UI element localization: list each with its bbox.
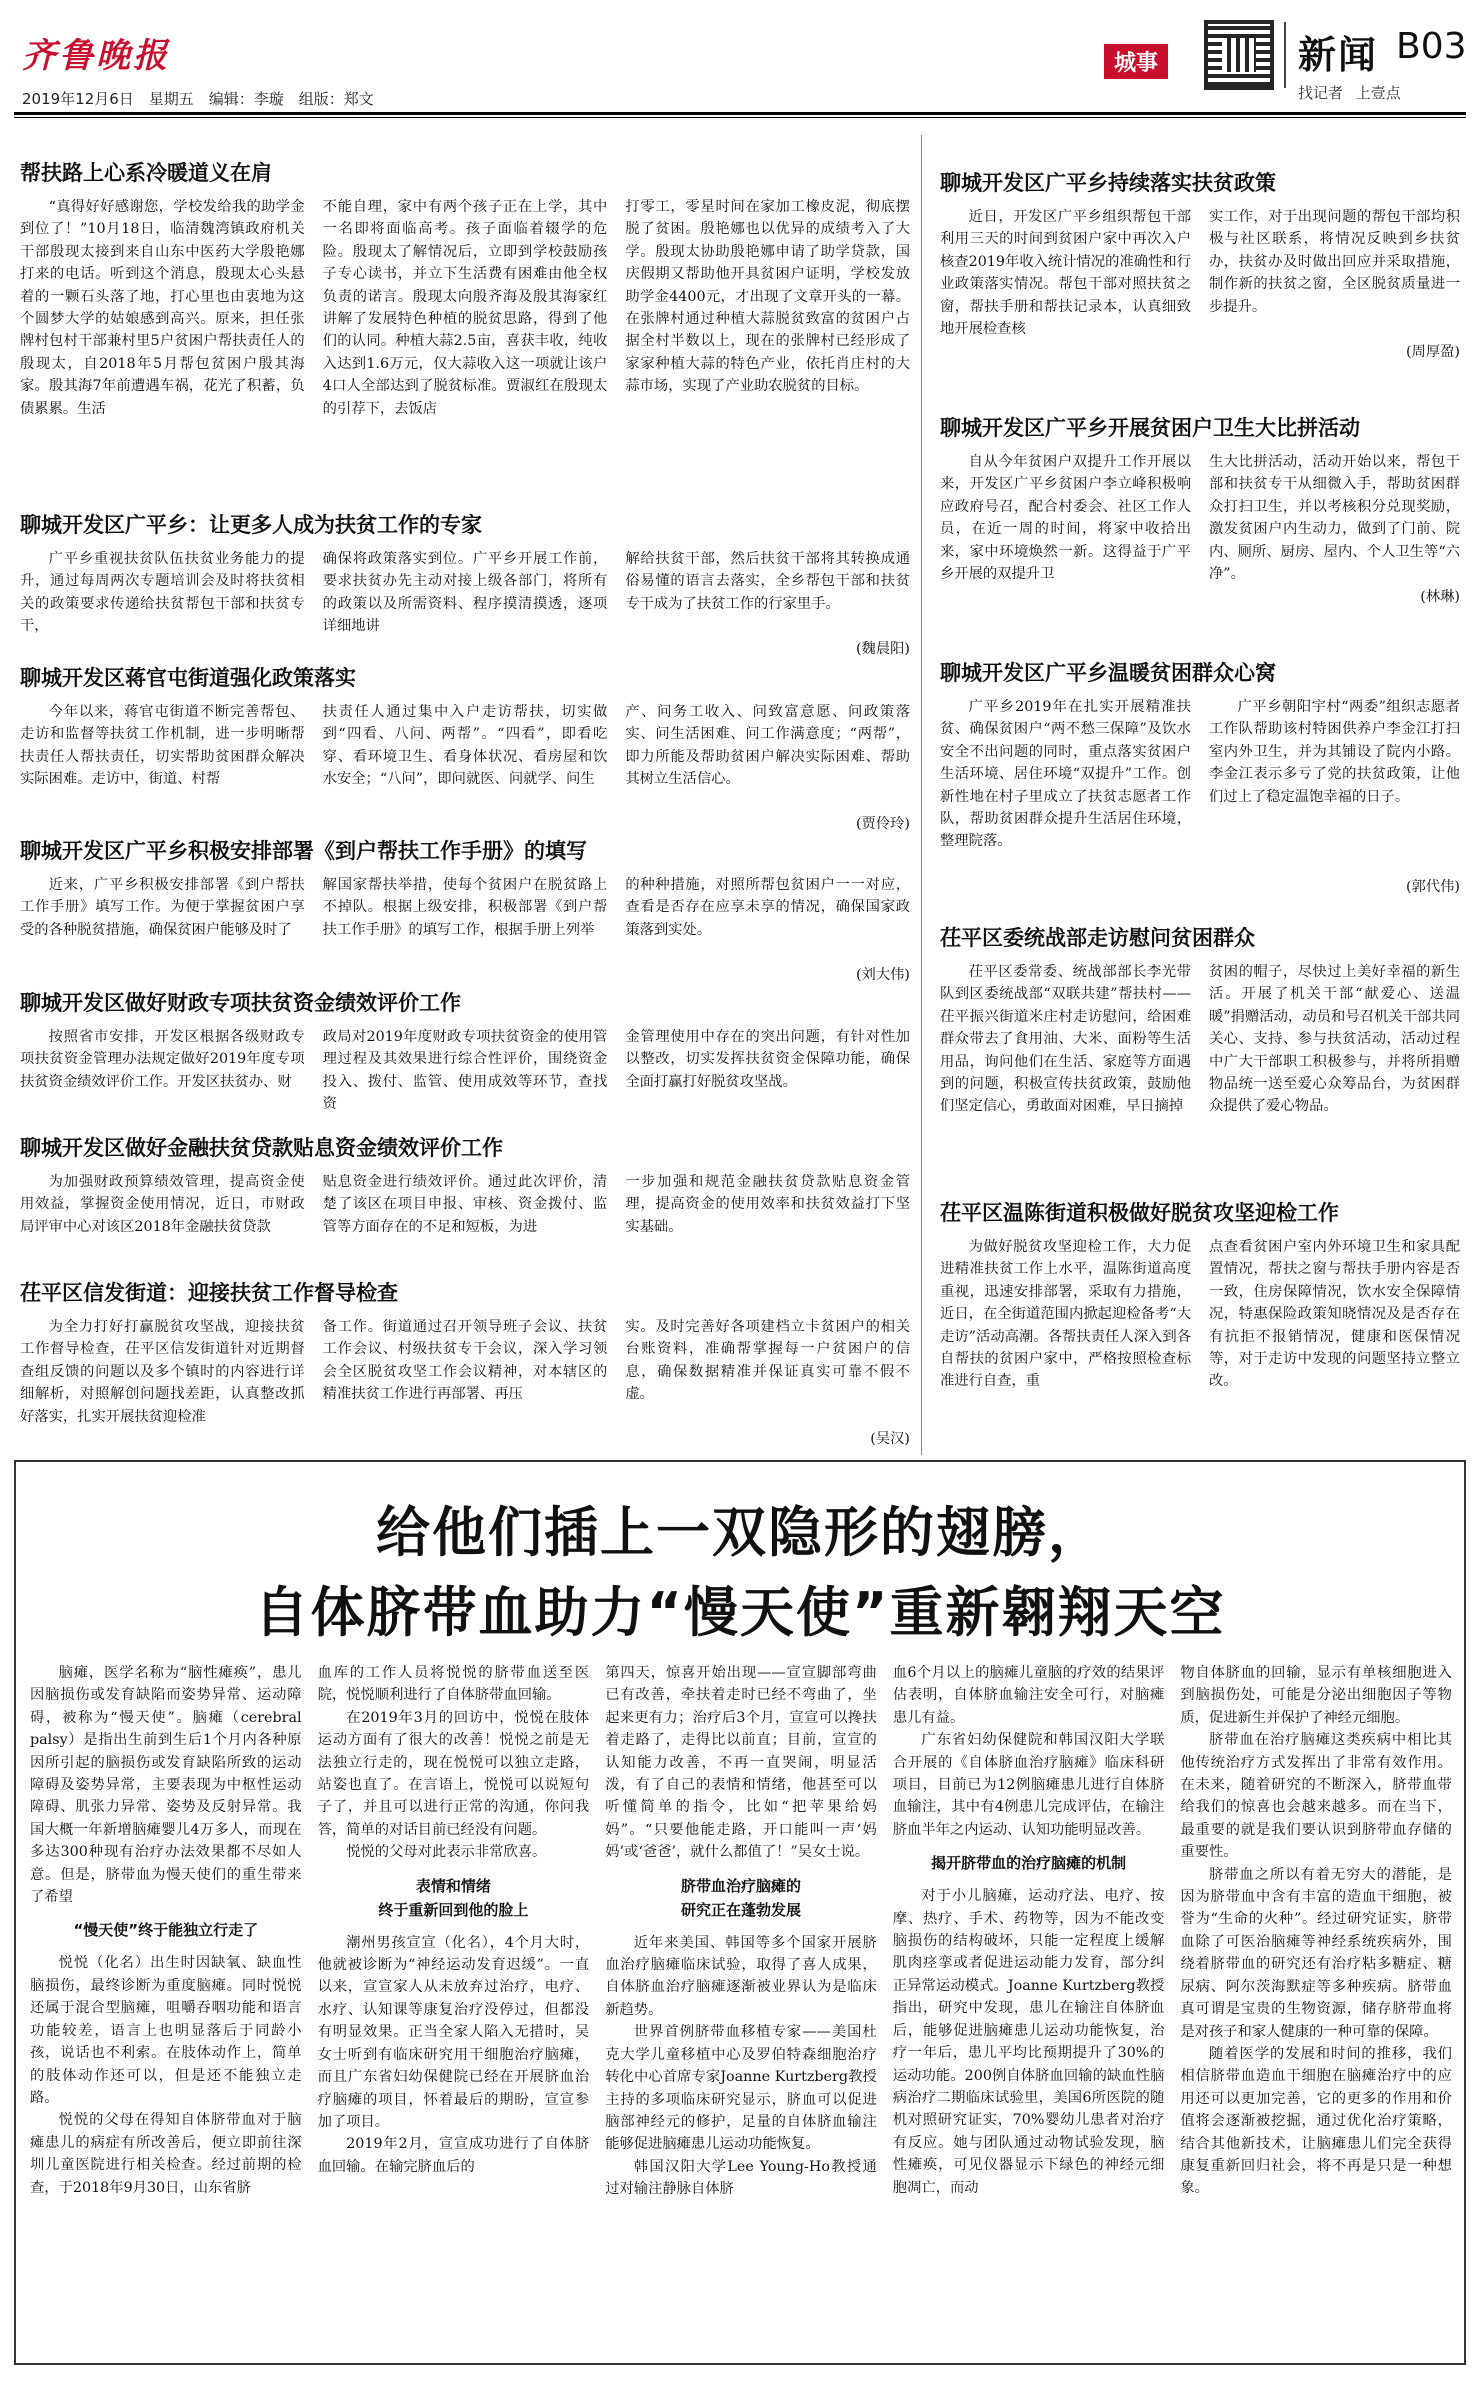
feature-text: 血6个月以上的脑瘫儿童脑的疗效的结果评估表明，自体脐血输注安全可行，对脑瘫患儿有益。 (892, 1665, 1165, 1726)
feature-text: 世界首例脐带血移植专家——美国杜克大学儿童移植中心及罗伯特森细胞治疗转化中心首席专家Joanne Kurtzberg教授主持的多项临床研究显示，脐血可以促进脑部神经元的修护，足量的自体脐血输注能够促进脑瘫患儿运动功能恢复。 (605, 2024, 877, 2153)
article-title: 聊城开发区广平乡持续落实扶贫政策 (940, 171, 1276, 195)
qr-code-icon (1204, 20, 1274, 90)
article-text: 自从今年贫困户双提升工作开展以来，开发区广平乡贫困户李立峰积极响应政府号召，配合村委会、社区工作人员，在近一周的时间，将家中收拾出来，家中环境焕然一新。这得益于广平乡开展的双提升卫 (940, 454, 1191, 583)
article-5 (20, 990, 910, 1116)
feature-column-1 (30, 1662, 302, 2352)
article-text: 扶责任人通过集中入户走访帮扶，切实做到“四看、八问、两帮”。“四看”，即看吃穿、看环境卫生、看身体状况、看房屋和饮水安全；“八问”，即问就医、问就学、问生 (322, 704, 608, 788)
article-3 (20, 665, 910, 833)
article-11 (940, 925, 1460, 1186)
feature-text: 随着医学的发展和时间的推移，我们相信脐带血造血干细胞在脑瘫治疗中的应用还可以更加完善，它的更多的作用和价值将会逐渐被挖掘，通过优化治疗策略，结合其他新技术，让脑瘫患儿们完全获得康复重新回归社会，将不再是只是一种想象。 (1180, 2045, 1452, 2197)
feature-subhead: 表情和情绪 (415, 1876, 491, 1895)
article-text: 不能自理，家中有两个孩子正在上学，其中一名即将面临高考。孩子面临着辍学的危险。殷现太了解情况后，立即到学校鼓励孩子专心读书，并立下生活费有困难由他全权负责的诺言。殷现太向殷齐海及殷其海家红讲解了发展特色种植的脱贫思路，得到了他们的认同。种植大蒜2.5亩，喜获丰收，纯收入达到1.6万元，仅大蒜收入这一项就让该户4口人全部达到了脱贫标准。贾淑红在殷现太的引荐下，去饭店 (322, 199, 608, 417)
feature-text: 悦悦（化名）出生时因缺氧、缺血性脑损伤，最终诊断为重度脑瘫。同时悦悦还属于混合型脑瘫，咀嚼吞咽功能和语言功能较差，语言上也明显落后于同龄小孩，说话也不利索。在肢体动作上，简单的肢体动作还可以，但是还不能独立走路。 (30, 1955, 302, 2106)
byline: (林琳) (1420, 589, 1460, 605)
feature-text: 脐带血在治疗脑瘫这类疾病中相比其他传统治疗方式发挥出了非常有效作用。在未来，随着研究的不断深入，脐带血带给我们的惊喜也会越来越多。而在当下，最重要的就是我们要认识到脐带血存储的重要性。 (1180, 1732, 1452, 1861)
feature-text: 2019年2月，宣宣成功进行了自体脐血回输。在输完脐血后的 (317, 2136, 590, 2175)
feature-text: 脐带血之所以有着无穷大的潜能，是因为脐带血中含有丰富的造血干细胞，被誉为“生命的火种”。经过研究证实，脐带血除了可医治脑瘫等神经系统疾病外，围绕着脐带血的研究还有治疗粘多糖症、糖尿病、阿尔茨海默症等多种疾病。脐带血真可谓是宝贵的生物资源，储存脐带血将是对孩子和家人健康的一种可靠的保障。 (1180, 1866, 1452, 2040)
article-text: 解给扶贫干部，然后扶贫干部将其转换成通俗易懂的语言去落实，全乡帮包干部和扶贫专干成为了扶贫工作的行家里手。 (625, 551, 911, 612)
feature-text: 潮州男孩宣宣（化名），4个月大时，他就被诊断为“神经运动发育迟缓”。一直以来，宣宣家人从未放弃过治疗，电疗、水疗、认知课等康复治疗没停过，但都没有明显效果。正当全家人陷入无措时，吴女士听到有临床研究用干细胞治疗脑瘫，而且广东省妇幼保健院已经在开展脐血治疗脑瘫的项目，怀着最后的期盼，宣宣参加了项目。 (317, 1934, 590, 2130)
article-title: 聊城开发区做好金融扶贫贷款贴息资金绩效评价工作 (20, 1136, 503, 1160)
article-2 (20, 512, 910, 658)
article-7 (20, 1280, 910, 1448)
column-divider (921, 135, 922, 1455)
article-4 (20, 838, 910, 984)
article-text: 贫困的帽子，尽快过上美好幸福的新生活。开展了机关干部“献爱心、送温暖”捐赠活动，动员和号召机关干部共同关心、支持、参与扶贫活动，活动过程中广大干部职工积极参与，并将所捐赠物品统一送至爱心众筹品台，为贫困群众提供了爱心物品。 (1209, 964, 1460, 1115)
article-text: 广平乡朝阳宇村“两委”组织志愿者工作队帮助该村特困供养户李金江打扫室内外卫生，并为其铺设了院内小路。李金江表示多亏了党的扶贫政策，让他们过上了稳定温饱幸福的日子。 (1209, 699, 1460, 805)
article-title: 聊城开发区广平乡开展贫困户卫生大比拼活动 (940, 416, 1360, 440)
feature-text: 血库的工作人员将悦悦的脐带血送至医院，悦悦顺利进行了自体脐带血回输。 (317, 1665, 590, 1704)
feature-text: 在2019年3月的回访中，悦悦在肢体运动方面有了很大的改善！悦悦之前是无法独立行走的，现在悦悦可以独立走路，站姿也直了。在言语上，悦悦可以说短句子了，并且可以进行正常的沟通，你问我答，简单的对话目前已经没有问题。 (317, 1709, 590, 1838)
article-title: 茌平区温陈街道积极做好脱贫攻坚迎检工作 (940, 1201, 1339, 1225)
article-text: 金管理使用中存在的突出问题，有针对性加以整改，切实发挥扶贫资金保障功能，确保全面打赢打好脱贫攻坚战。 (625, 1029, 911, 1090)
article-9 (940, 415, 1460, 606)
article-text: 贴息资金进行绩效评价。通过此次评价，清楚了该区在项目申报、审核、资金拨付、监管等方面存在的不足和短板，为进 (322, 1174, 608, 1235)
newspaper-logo: 齐鲁晚报 (22, 36, 170, 76)
article-title: 聊城开发区做好财政专项扶贫资金绩效评价工作 (20, 991, 461, 1015)
article-text: 备工作。街道通过召开领导班子会议、扶贫工作会议、村级扶贫专干会议，深入学习领会全区脱贫攻坚工作会议精神，对本辖区的精准扶贫工作进行再部署、再压 (322, 1319, 608, 1403)
feature-subhead: 终于重新回到他的脸上 (378, 1900, 529, 1919)
article-text: 实。及时完善好各项建档立卡贫困户的相关台账资料，准确帮掌握每一户贫困户的信息，确保数据精准并保证真实可靠不假不虚。 (625, 1319, 911, 1403)
dateline: 2019年12月6日 星期五 编辑：李璇 组版：郑文 (22, 90, 374, 108)
page-number: B03 (1396, 26, 1467, 67)
article-text: 实工作，对于出现问题的帮包干部均积极与社区联系，将情况反映到乡扶贫办，扶贫办及时做出回应并采取措施，制作新的扶贫之窗，全区脱贫质量进一步提升。 (1209, 209, 1460, 315)
article-text: 广平乡重视扶贫队伍扶贫业务能力的提升，通过每周两次专题培训会及时将扶贫相关的政策要求传递给扶贫帮包干部和扶贫专干， (20, 551, 305, 635)
article-text: 近来，广平乡积极安排部署《到户帮扶工作手册》填写工作。为便于掌握贫困户享受的各种脱贫措施，确保贫困户能够及时了 (20, 877, 305, 938)
byline: (魏晨阳) (855, 641, 910, 657)
article-6 (20, 1135, 910, 1261)
article-text: 为加强财政预算绩效管理，提高资金使用效益，掌握资金使用情况，近日，市财政局评审中心对该区2018年金融扶贫贷款 (20, 1174, 305, 1235)
section-name: 新闻 (1298, 33, 1379, 77)
feature-text: 广东省妇幼保健院和韩国汉阳大学联合开展的《自体脐血治疗脑瘫》临床科研项目，目前已为12例脑瘫患儿进行自体脐血输注，其中有4例患儿完成评估，在输注脐血半年之内运动、认知功能明显改善。 (892, 1732, 1165, 1838)
article-title: 聊城开发区蒋官屯街道强化政策落实 (20, 666, 356, 690)
article-text: 打零工，零星时间在家加工橡皮泥，彻底摆脱了贫困。殷艳娜也以优异的成绩考入了大学。殷现太协助殷艳娜申请了助学贷款，国庆假期又帮助他开具贫困户证明，学校发放助学金4400元，才出现了文章开头的一幕。在张牌村通过种植大蒜脱贫致富的贫困户占据全村半数以上，现在的张牌村已经形成了家家种植大蒜的特色产业，依托肖庄村的大蒜市场，实现了产业助农脱贫的目标。 (625, 199, 911, 395)
article-text: 一步加强和规范金融扶贫贷款贴息资金管理，提高资金的使用效率和扶贫效益打下坚实基础。 (625, 1174, 911, 1235)
article-text: 政局对2019年度财政专项扶贫资金的使用管理过程及其效果进行综合性评价，围绕资金投入、拨付、监管、使用成效等环节，查找资 (322, 1029, 608, 1113)
masthead-rule (14, 112, 1466, 115)
article-text: 茌平区委常委、统战部部长李光带队到区委统战部“双联共建”帮扶村——茌平振兴街道米庄村走访慰问，给困难群众带去了食用油、大米、面粉等生活用品，询问他们在生活、家庭等方面遇到的问题，积极宣传扶贫政策，鼓励他们坚定信心，勇敢面对困难，早日摘掉 (940, 964, 1191, 1115)
masthead (14, 8, 1466, 108)
feature-subhead: 脐带血治疗脑瘫的 (680, 1876, 801, 1895)
feature-text: 对于小儿脑瘫，运动疗法、电疗、按摩、热疗、手术、药物等，因为不能改变脑损伤的结构破坏，只能一定程度上缓解肌肉痉挛或者促进运动能力发育，部分纠正异常运动模式。Joanne Kurtzberg教授指出，研究中发现，患儿在输注自体脐血后，能够促进脑瘫患儿运动功能恢复，治疗一年后，患儿平均比预期提升了30%的运动功能。200例自体脐血回输的缺血性脑病治疗二期临床试验里，美国6所医院的随机对照研究证实，70%婴幼儿患者对治疗有反应。她与团队通过动物试验发现，脑性瘫痪，可见仪器显示下绿色的神经元细胞凋亡，而动 (892, 1888, 1165, 2196)
feature-text: 物自体脐血的回输，显示有单核细胞进入到脑损伤处，可能是分泌出细胞因子等物质，促进新生并保护了神经元细胞。 (1180, 1665, 1452, 1726)
article-title: 聊城开发区广平乡积极安排部署《到户帮扶工作手册》的填写 (20, 839, 587, 863)
article-title: 聊城开发区广平乡：让更多人成为扶贫工作的专家 (20, 513, 482, 537)
article-title: 帮扶路上心系冷暖道义在肩 (20, 161, 272, 185)
article-text: 为做好脱贫攻坚迎检工作，大力促进精准扶贫工作上水平，温陈街道高度重视，迅速安排部署，采取有力措施，近日，在全街道范围内掀起迎检备考“大走访”活动高潮。各帮扶责任人深入到各自帮扶的贫困户家中，严格按照检查标准进行自查，重 (940, 1239, 1191, 1390)
article-text: 今年以来，蒋官屯街道不断完善帮包、走访和监督等扶贫工作机制，进一步明晰帮扶责任人帮扶责任，切实帮助贫困群众解决实际困难。走访中，街道、村帮 (20, 704, 305, 788)
article-title: 聊城开发区广平乡温暖贫困群众心窝 (940, 661, 1276, 685)
feature-text: 第四天，惊喜开始出现——宣宣脚部弯曲已有改善，牵扶着走时已经不弯曲了，坐起来更有力；治疗后3个月，宣宣可以搀扶着走路了，走得比以前直；目前，宣宣的认知能力改善，不再一直哭闹，明显活泼，有了自己的表情和情绪，他甚至可以听懂简单的指令，比如“把苹果给妈妈”。“只要他能走路，开口能叫一声‘妈妈’或‘爸爸’，就什么都值了！”吴女士说。 (605, 1665, 877, 1861)
feature-headline-1: 给他们插上一双隐形的翅膀， (376, 1501, 1104, 1564)
byline: (郭代伟) (1405, 879, 1460, 895)
article-text: 按照省市安排，开发区根据各级财政专项扶贫资金管理办法规定做好2019年度专项扶贫资金绩效评价工作。开发区扶贫办、财 (20, 1029, 305, 1090)
feature-column-2 (318, 1662, 590, 2352)
article-text: 产、问务工收入、问致富意愿、问政策落实、问生活困难、问工作满意度；“两帮”，即力所能及帮助贫困户解决实际困难、帮助其树立生活信心。 (625, 704, 911, 788)
divider (1284, 22, 1286, 88)
feature-headline-2: 自体脐带血助力“慢天使”重新翱翔天空 (254, 1581, 1226, 1644)
byline: (周厚盈) (1405, 344, 1460, 360)
section-badge: 城事 (1104, 44, 1168, 79)
article-text: 为全力打好打赢脱贫攻坚战，迎接扶贫工作督导检查，茌平区信发街道针对近期督查组反馈的问题以及多个镇时的内容进行详细解析，对照解创问题找差距，认真整改抓好落实，扎实开展扶贫迎检准 (20, 1319, 305, 1425)
byline: (吴汉) (870, 1431, 910, 1447)
article-text: 解国家帮扶举措，使每个贫困户在脱贫路上不掉队。根据上级安排，积极部署《到户帮扶工作手册》的填写工作，根据手册上列举 (322, 877, 608, 938)
feature-text: 韩国汉阳大学Lee Young-Ho教授通过对输注静脉自体脐 (605, 2158, 877, 2198)
article-title: 茌平区信发街道：迎接扶贫工作督导检查 (20, 1281, 398, 1305)
article-text: “真得好好感谢您，学校发给我的助学金到位了！”10月18日，临清魏湾镇政府机关干部殷现太接到来自山东中医药大学殷艳娜打来的电话。听到这个消息，殷现太心头悬着的一颗石头落了地，打心里也由衷地为这个圆梦大学的姑娘感到高兴。原来，担任张牌村包村干部兼村里5户贫困户帮扶责任人的殷现太，自2018年5月帮包贫困户殷其海家。殷其海7年前遭遇车祸，花光了积蓄，负债累累。生活 (20, 199, 305, 417)
feature-article (14, 1460, 1466, 2365)
article-1 (20, 160, 910, 496)
feature-subhead: 揭开脐带血的治疗脑瘫的机制 (931, 1854, 1127, 1873)
article-text: 的种种措施，对照所帮包贫困户一一对应，查看是否存在应享未享的情况，确保国家政策落到实处。 (625, 877, 911, 938)
reporter-slogan: 找记者 上壹点 (1298, 84, 1401, 102)
article-12 (940, 1200, 1460, 1436)
feature-text: 悦悦的父母在得知自体脐带血对于脑瘫患儿的病症有所改善后，便立即前往深圳儿童医院进行相关检查。经过前期的检查，于2018年9月30日，山东省脐 (30, 2112, 302, 2196)
article-10 (940, 660, 1460, 896)
feature-column-4 (893, 1662, 1165, 2352)
feature-column-5 (1180, 1662, 1452, 2352)
article-title: 茌平区委统战部走访慰问贫困群众 (940, 926, 1255, 950)
feature-column-3 (605, 1662, 877, 2352)
article-text: 确保将政策落实到位。广平乡开展工作前，要求扶贫办先主动对接上级各部门，将所有的政策以及所需资料、程序摸清摸透，逐项详细地讲 (322, 551, 608, 635)
feature-text: 近年来美国、韩国等多个国家开展脐血治疗脑瘫临床试验，取得了喜人成果，自体脐血治疗脑瘫逐渐被业界认为是临床新趋势。 (605, 1934, 877, 2018)
article-text: 点查看贫困户室内外环境卫生和家具配置情况，帮扶之窗与帮扶手册内容是否一致，住房保障情况，饮水安全保障情况，特惠保险政策知晓情况及是否存在有抗拒不报销情况，健康和医保情况等，对于走访中发现的问题坚持立整立改。 (1209, 1239, 1460, 1390)
article-8 (940, 170, 1460, 361)
article-text: 近日，开发区广平乡组织帮包干部利用三天的时间到贫困户家中再次入户核查2019年收入统计情况的准确性和行业政策落实情况。帮包干部对照扶贫之窗，帮扶手册和帮扶记录本，认真细致地开展检查核 (940, 209, 1191, 338)
feature-subhead: 研究正在蓬勃发展 (680, 1900, 801, 1919)
feature-subhead: “慢天使”终于能独立行走了 (73, 1921, 259, 1940)
masthead-rule-thin (14, 117, 1466, 118)
feature-text: 悦悦的父母对此表示非常欣喜。 (346, 1844, 547, 1861)
article-text: 广平乡2019年在扎实开展精准扶贫、确保贫困户“两不愁三保障”及饮水安全不出问题的同时，重点落实贫困户生活环境、居住环境“双提升”工作。创新性地在村子里成立了扶贫志愿者工作队，帮助贫困群众提升生活居住环境，整理院落。 (940, 699, 1191, 850)
article-text: 生大比拼活动，活动开始以来，帮包干部和扶贫专干从细微入手，帮助贫困群众打扫卫生，并以考核积分兑现奖励，激发贫困户内生动力，做到了门前、院内、厕所、厨房、屋内、个人卫生等“六净”。 (1209, 454, 1460, 583)
byline: (贾伶玲) (855, 816, 910, 832)
byline: (刘大伟) (855, 967, 910, 983)
feature-text: 脑瘫，医学名称为“脑性瘫痪”，患儿因脑损伤或发育缺陷而姿势异常、运动障碍，被称为“慢天使”。脑瘫（cerebral palsy）是指出生前到生后1个月内各种原因所引起的脑损伤或发育缺陷所致的运动障碍及姿势异常，主要表现为中枢性运动障碍、肌张力异常、姿势及反射异常。我国大概一年新增脑瘫婴儿4万多人，而现在多达300种现有治疗办法效果都不尽如人意。但是，脐带血为慢天使们的重生带来了希望 (30, 1665, 302, 1906)
